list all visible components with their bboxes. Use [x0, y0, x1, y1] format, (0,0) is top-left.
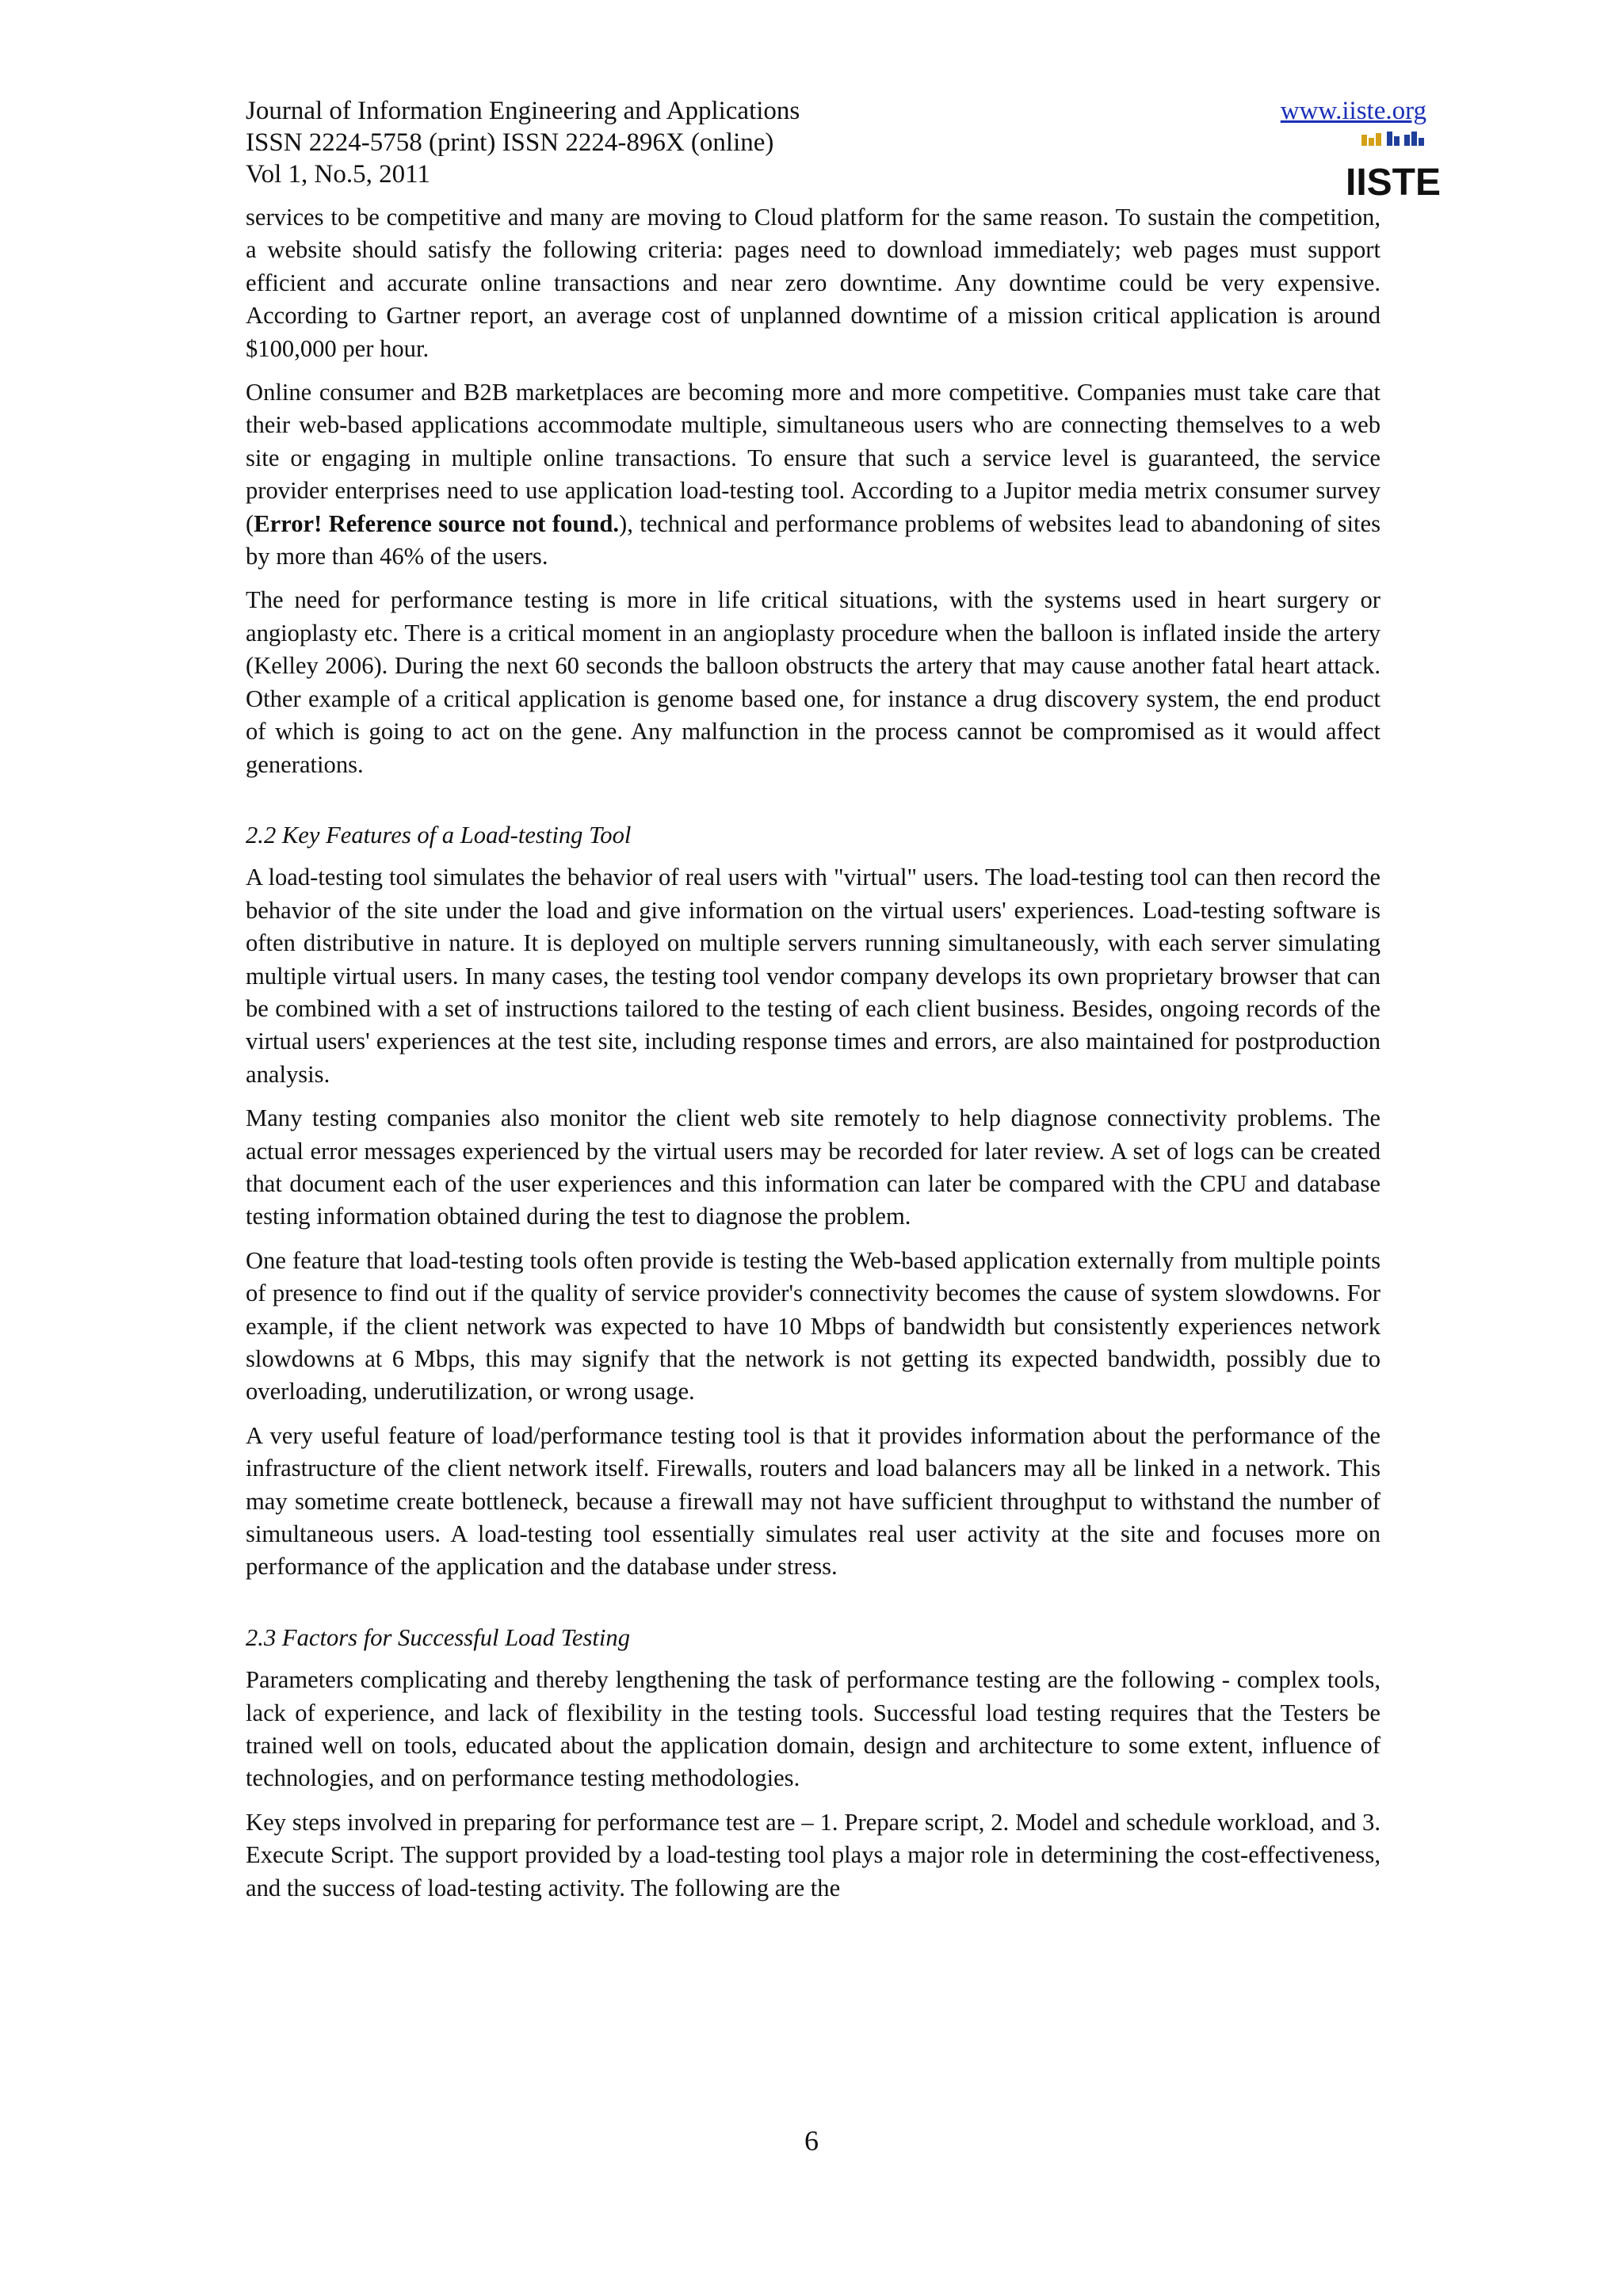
paragraph-critical: The need for performance testing is more in life critical situations, with the systems used in heart surgery or angioplasty etc. There is a critical moment in an angioplasty procedure when the balloon is inflated inside the artery (Kelley 2006). During the next 60 seconds the balloon obstructs the artery that may cause another fatal heart attack. Other example of a critical application is genome based one, for instance a drug discovery system, the end product of which is going to act on the gene. Any malfunction in the process cannot be compromised as it would affect generations.	[246, 586, 1381, 778]
paragraph-b2b-text: Online consumer and B2B marketplaces are becoming more and more competitive. Companies must take care that their web-based applications accommodate multiple, simultaneous users who are connecting themselves to a web site or engaging in multiple online transactions. To ensure that such a service level is guaranteed, the service provider enterprises need to use application load-testing tool. According to a Jupitor media metrix consumer survey (	[246, 379, 1381, 537]
paragraph-b2b-text-end: ), technical and performance problems of websites lead to abandoning of sites by more than 46% of the users.	[246, 509, 1381, 570]
journal-url-link[interactable]: www.iiste.org	[1280, 97, 1426, 125]
iiste-logo-icon	[1345, 132, 1442, 204]
page-header	[246, 95, 1442, 204]
paragraph: Key steps involved in preparing for performance test are – 1. Prepare script, 2. Model and schedule workload, and 3. Execute Script. The support provided by a load-testing tool plays a major role in determining the cost-effectiveness, and the success of load-testing activity. The following are the	[246, 1808, 1381, 1901]
paragraph: A load-testing tool simulates the behavior of real users with "virtual" users. The load-testing tool can then record the behavior of the site under the load and give information on the virtual users' experiences. Load-testing software is often distributive in nature. It is deployed on multiple servers running simultaneously, with each server simulating multiple virtual users. In many cases, the testing tool vendor company develops its own proprietary browser that can be combined with a set of instructions tailored to the testing of each client business. Besides, ongoing records of the virtual users' experiences at the test site, including response times and errors, are also maintained for postproduction analysis.	[246, 864, 1381, 1088]
paragraph: One feature that load-testing tools often provide is testing the Web-based application externally from multiple points of presence to find out if the quality of service provider's connectivity becomes the cause of system slowdowns. For example, if the client network was expected to have 10 Mbps of bandwidth but consistently experiences network slowdowns at 6 Mbps, this may signify that the network is not getting its expected bandwidth, possibly due to overloading, underutilization, or wrong usage.	[246, 1246, 1381, 1405]
article-body	[246, 201, 1381, 1916]
section-heading-2-2: 2.2 Key Features of a Load-testing Tool	[246, 821, 632, 849]
issn-line: ISSN 2224-5758 (print) ISSN 2224-896X (online)	[246, 128, 774, 157]
paragraph: Many testing companies also monitor the client web site remotely to help diagnose connectivity problems. The actual error messages experienced by the virtual users may be recorded for later review. A set of logs can be created that document each of the user experiences and this information can later be compared with the CPU and database testing information obtained during the test to diagnose the problem.	[246, 1104, 1381, 1230]
paragraph: Parameters complicating and thereby lengthening the task of performance testing are the following - complex tools, lack of experience, and lack of flexibility in the testing tools. Successful load testing requires that the Testers be trained well on tools, educated about the application domain, design and architecture to some extent, influence of technologies, and on performance testing methodologies.	[246, 1666, 1381, 1792]
logo-text: IISTE	[1345, 162, 1442, 204]
paragraph-intro: services to be competitive and many are moving to Cloud platform for the same reason. To sustain the competition, a website should satisfy the following criteria: pages need to download immediately; web pages must support efficient and accurate online transactions and near zero downtime. Any downtime could be very expensive. According to Gartner report, an average cost of unplanned downtime of a mission critical application is around $100,000 per hour.	[246, 204, 1381, 362]
section-heading-2-3: 2.3 Factors for Successful Load Testing	[246, 1623, 630, 1651]
paragraph-b2b	[246, 376, 1381, 573]
reference-error-text: Error! Reference source not found.	[254, 509, 620, 537]
volume-line: Vol 1, No.5, 2011	[246, 160, 430, 189]
paragraph: A very useful feature of load/performance testing tool is that it provides information about the performance of the infrastructure of the client network itself. Firewalls, routers and load balancers may all be linked in a network. This may sometime create bottleneck, because a firewall may not have sufficient throughput to withstand the number of simultaneous users. A load-testing tool essentially simulates real user activity at the site and focuses more on performance of the application and the database under stress.	[246, 1421, 1381, 1581]
page-number: 6	[804, 2125, 819, 2157]
journal-title: Journal of Information Engineering and Applications	[246, 97, 800, 125]
